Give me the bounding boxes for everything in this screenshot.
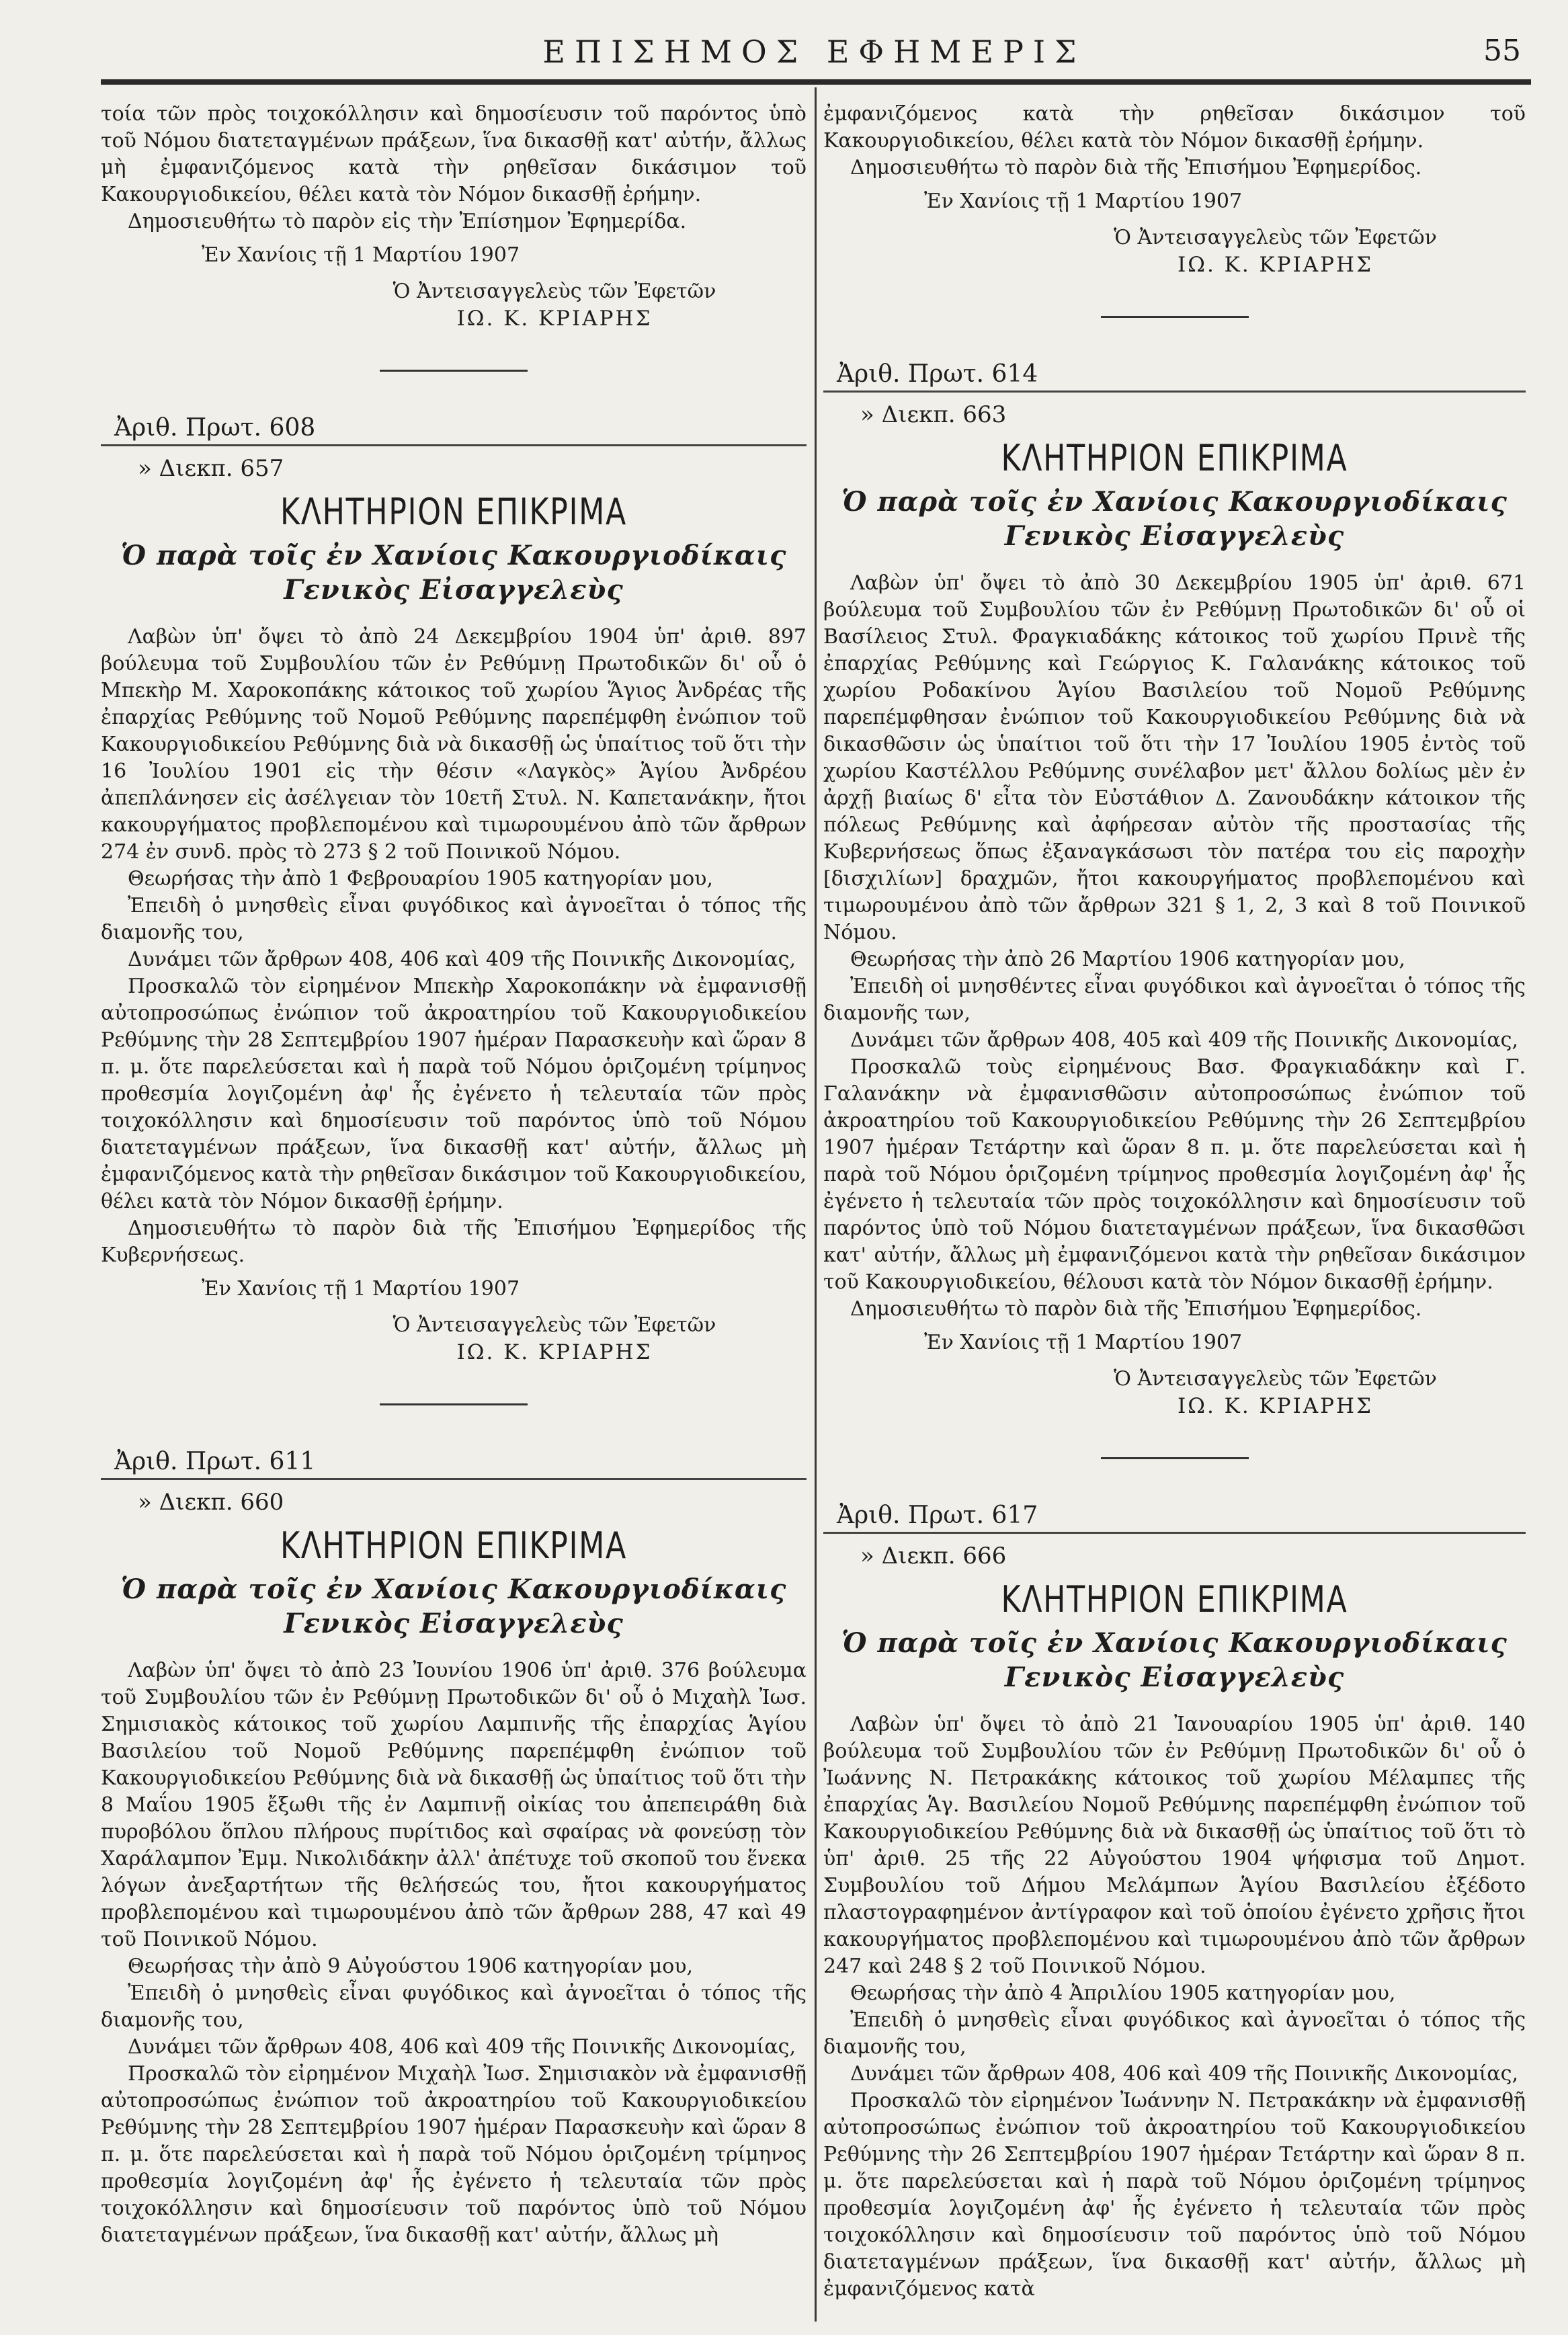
- signature-name: ΙΩ. Κ. ΚΡΙΑΡΗΣ: [1178, 253, 1373, 277]
- body-paragraph: Ἐπειδὴ ὁ μνησθεὶς εἶναι φυγόδικος καὶ ἀγνοεῖται ὁ τόπος τῆς διαμονῆς του,: [823, 2008, 1526, 2059]
- page-number: 55: [1483, 34, 1521, 68]
- dateline: Ἐν Χανίοις τῇ 1 Μαρτίου 1907: [924, 1331, 1243, 1354]
- separator-rule: [1101, 316, 1249, 318]
- body-paragraph: Δυνάμει τῶν ἄρθρων 408, 406 καὶ 409 τῆς Ποινικῆς Δικονομίας,: [128, 948, 796, 971]
- body-paragraph: Δυνάμει τῶν ἄρθρων 408, 405 καὶ 409 τῆς Ποινικῆς Δικονομίας,: [850, 1028, 1518, 1052]
- signature-name: ΙΩ. Κ. ΚΡΙΑΡΗΣ: [1178, 1394, 1373, 1418]
- body-paragraph: ἐμφανιζόμενος κατὰ τὴν ρηθεῖσαν δικάσιμον τοῦ Κακουργιοδικείου, θέλει κατὰ τὸν Νόμον δικασθῇ ἐρήμην.: [823, 102, 1526, 153]
- summons-notice: [823, 1500, 1526, 2303]
- page-header: [101, 34, 1528, 81]
- court-line: Ὁ παρὰ τοῖς ἐν Χανίοις Κακουργιοδίκαις: [120, 540, 787, 571]
- court-line: Ὁ παρὰ τοῖς ἐν Χανίοις Κακουργιοδίκαις: [841, 486, 1508, 518]
- dateline: Ἐν Χανίοις τῇ 1 Μαρτίου 1907: [202, 1277, 520, 1301]
- dateline: Ἐν Χανίοις τῇ 1 Μαρτίου 1907: [924, 190, 1243, 213]
- court-line: Ὁ παρὰ τοῖς ἐν Χανίοις Κακουργιοδίκαις: [120, 1573, 787, 1605]
- body-paragraph: Προσκαλῶ τὸν εἰρημένον Μπεκὴρ Χαροκοπάκην νὰ ἐμφανισθῇ αὐτοπροσώπως ἐνώπιον τοῦ ἀκροατηρίου τοῦ Κακουργιοδικείου Ρεθύμνης τὴν 28 Σεπτεμβρίου 1907 ἡμέραν Παρασκευὴν καὶ ὥραν 8 π. μ. ὅτε παρελεύσεται καὶ ἡ παρὰ τοῦ Νόμου ὁριζομένη τρίμηνος προθεσμία λογιζομένη ἀφ' ἧς ἐγένετο ἡ τελευταία τῶν πρὸς τοιχοκόλλησιν καὶ δημοσίευσιν τοῦ παρόντος ὑπὸ τοῦ Νόμου διατεταγμένων πράξεων, ἵνα δικασθῇ κατ' αὐτήν, ἄλλως μὴ ἐμφανιζόμενος κατὰ τὴν ρηθεῖσαν δικάσιμον τοῦ Κακουργιοδικείου, θέλει κατὰ τὸν Νόμον δικασθῇ ἐρήμην.: [101, 975, 807, 1213]
- separator-rule: [380, 1403, 528, 1405]
- body-paragraph: Προσκαλῶ τὸν εἰρημένον Μιχαὴλ Ἰωσ. Σημισιακὸν νὰ ἐμφανισθῇ αὐτοπροσώπως ἐνώπιον τοῦ ἀκροατηρίου τοῦ Κακουργιοδικείου Ρεθύμνης τὴν 28 Σεπτεμβρίου 1907 ἡμέραν Παρασκευὴν καὶ ὥραν 8 π. μ. ὅτε παρελεύσεται καὶ ἡ παρὰ τοῦ Νόμου ὁριζομένη τρίμηνος προθεσμία λογιζομένη ἀφ' ἧς ἐγένετο ἡ τελευταία τῶν πρὸς τοιχοκόλλησιν καὶ δημοσίευσιν τοῦ παρόντος ὑπὸ τοῦ Νόμου διατεταγμένων πράξεων, ἵνα δικασθῇ κατ' αὐτήν, ἄλλως μὴ: [101, 2062, 807, 2247]
- body-paragraph: Ἐπειδὴ ὁ μνησθεὶς εἶναι φυγόδικος καὶ ἀγνοεῖται ὁ τόπος τῆς διαμονῆς του,: [101, 894, 807, 944]
- prosecutor-line: Γενικὸς Εἰσαγγελεὺς: [284, 1608, 624, 1639]
- body-paragraph: Ἐπειδὴ ὁ μνησθεὶς εἶναι φυγόδικος καὶ ἀγνοεῖται ὁ τόπος τῆς διαμονῆς του,: [101, 1981, 807, 2032]
- body-paragraph: Λαβὼν ὑπ' ὄψει τὸ ἀπὸ 24 Δεκεμβρίου 1904 ὑπ' ἀριθ. 897 βούλευμα τοῦ Συμβουλίου τῶν ἐν Ρεθύμνῃ Πρωτοδικῶν δι' οὗ ὁ Μπεκὴρ Μ. Χαροκοπάκης κάτοικος τοῦ χωρίου Ἅγιος Ἀνδρέας τῆς ἐπαρχίας Ρεθύμνης τοῦ Νομοῦ Ρεθύμνης παρεπέμφθη ἐνώπιον τοῦ Κακουργιοδικείου Ρεθύμνης διὰ νὰ δικασθῇ ὡς ὑπαίτιος τοῦ ὅτι τὴν 16 Ἰουλίου 1901 εἰς τὴν θέσιν «Λαγκὸς» Ἁγίου Ἀνδρέου ἀπεπλάνησεν εἰς ἀσέλγειαν τὸν 10ετῆ Στυλ. Ν. Καπετανάκην, ἤτοι κακουργήματος προβλεπομένου καὶ τιμωρουμένου ἀπὸ τῶν ἄρθρων 274 ἐν συνδ. πρὸς τὸ 273 § 2 τοῦ Ποινικοῦ Νόμου.: [101, 625, 807, 864]
- body-paragraph: τοία τῶν πρὸς τοιχοκόλλησιν καὶ δημοσίευσιν τοῦ παρόντος ὑπὸ τοῦ Νόμου διατεταγμένων πράξεων, ἵνα δικασθῇ κατ' αὐτήν, ἄλλως μὴ ἐμφανιζόμενος κατὰ τὴν ρηθεῖσαν δικάσιμον τοῦ Κακουργιοδικείου, θέλει κατὰ τὸν Νόμον δικασθῇ ἐρήμην.: [101, 102, 807, 206]
- body-paragraph: Δυνάμει τῶν ἄρθρων 408, 406 καὶ 409 τῆς Ποινικῆς Δικονομίας,: [850, 2062, 1518, 2086]
- summons-notice: [101, 412, 807, 1366]
- body-paragraph: Λαβὼν ὑπ' ὄψει τὸ ἀπὸ 30 Δεκεμβρίου 1905 ὑπ' ἀριθ. 671 βούλευμα τοῦ Συμβουλίου τῶν ἐν Ρεθύμνῃ Πρωτοδικῶν δι' οὗ οἱ Βασίλειος Στυλ. Φραγκιαδάκης κάτοικος τοῦ χωρίου Πρινὲ τῆς ἐπαρχίας Ρεθύμνης καὶ Γεώργιος Κ. Γαλανάκης κάτοικος τοῦ χωρίου Ροδακίνου Ἁγίου Βασιλείου τοῦ Νομοῦ Ρεθύμνης παρεπέμφθησαν ἐνώπιον τοῦ Κακουργιοδικείου Ρεθύμνης διὰ νὰ δικασθῶσιν ὡς ὑπαίτιοι τοῦ ὅτι τὴν 17 Ἰουλίου 1905 ἐντὸς τοῦ χωρίου Καστέλλου Ρεθύμνης συνέλαβον μετ' ἄλλου δολίως μὲν ἐν ἀρχῇ βιαίως δ' εἶτα τὸν Εὐστάθιον Δ. Ζανουδάκην κάτοικον τῆς πόλεως Ρεθύμνης καὶ ἀφήρεσαν αὐτὸν τῆς προστασίας τῆς Κυβερνήσεως ὅπως ἐξαναγκάσωσι τὸν πατέρα του εἰς παροχὴν [δισχιλίων] δραχμῶν, ἤτοι κακουργήματος προβλεπομένου καὶ τιμωρουμένου ἀπὸ τῶν ἄρθρων 321 § 1, 2, 3 καὶ 8 τοῦ Ποινικοῦ Νόμου.: [823, 571, 1526, 944]
- signature-title: Ὁ Ἀντεισαγγελεὺς τῶν Ἐφετῶν: [1114, 226, 1437, 249]
- body-paragraph: Θεωρήσας τὴν ἀπὸ 4 Ἀπριλίου 1905 κατηγορίαν μου,: [850, 1981, 1396, 2005]
- right-column: [823, 101, 1526, 2322]
- court-line: Ὁ παρὰ τοῖς ἐν Χανίοις Κακουργιοδίκαις: [841, 1627, 1508, 1659]
- separator-rule: [1101, 1457, 1249, 1459]
- dispatch-number: » Διεκπ. 663: [860, 401, 1007, 428]
- prosecutor-line: Γενικὸς Εἰσαγγελεὺς: [284, 574, 624, 606]
- reference-rule: [101, 1478, 807, 1480]
- dispatch-number: » Διεκπ. 657: [138, 455, 284, 482]
- body-paragraph: Θεωρήσας τὴν ἀπὸ 26 Μαρτίου 1906 κατηγορίαν μου,: [850, 948, 1405, 971]
- notice-headline: ΚΛΗΤΗΡΙΟΝ ΕΠΙΚΡΙΜΑ: [280, 1524, 627, 1567]
- column-divider: [815, 87, 817, 2322]
- reference-rule: [823, 1532, 1526, 1534]
- protocol-number: Ἀριθ. Πρωτ. 617: [837, 1502, 1038, 1529]
- body-paragraph: Ἐπειδὴ οἱ μνησθέντες εἶναι φυγόδικοι καὶ ἀγνοεῖται ὁ τόπος τῆς διαμονῆς των,: [823, 975, 1526, 1025]
- continued-notice: [101, 101, 807, 332]
- body-paragraph: Δημοσιευθήτω τὸ παρὸν διὰ τῆς Ἐπισήμου Ἐφημερίδος.: [850, 1297, 1422, 1321]
- header-rule: [101, 79, 1531, 85]
- dateline: Ἐν Χανίοις τῇ 1 Μαρτίου 1907: [202, 243, 520, 267]
- left-column: [101, 101, 807, 2322]
- summons-notice: [101, 1446, 807, 2249]
- signature-title: Ὁ Ἀντεισαγγελεὺς τῶν Ἐφετῶν: [393, 1313, 716, 1337]
- signature-name: ΙΩ. Κ. ΚΡΙΑΡΗΣ: [456, 306, 653, 331]
- reference-rule: [101, 444, 807, 446]
- body-paragraph: Δημοσιευθήτω τὸ παρὸν διὰ τῆς Ἐπισήμου Ἐφημερίδος τῆς Κυβερνήσεως.: [101, 1217, 807, 1267]
- protocol-number: Ἀριθ. Πρωτ. 614: [837, 360, 1038, 388]
- continued-notice: [823, 101, 1526, 278]
- dispatch-number: » Διεκπ. 660: [138, 1489, 284, 1516]
- notice-headline: ΚΛΗΤΗΡΙΟΝ ΕΠΙΚΡΙΜΑ: [280, 491, 627, 533]
- prosecutor-line: Γενικὸς Εἰσαγγελεὺς: [1004, 520, 1345, 552]
- dispatch-number: » Διεκπ. 666: [860, 1543, 1007, 1569]
- body-paragraph: Δημοσιευθήτω τὸ παρὸν εἰς τὴν Ἐπίσημον Ἐφημερίδα.: [128, 210, 687, 233]
- summons-notice: [823, 358, 1526, 1420]
- body-paragraph: Δημοσιευθήτω τὸ παρὸν διὰ τῆς Ἐπισήμου Ἐφημερίδος.: [850, 156, 1422, 179]
- separator-rule: [380, 370, 528, 372]
- signature-title: Ὁ Ἀντεισαγγελεὺς τῶν Ἐφετῶν: [393, 280, 716, 303]
- body-paragraph: Προσκαλῶ τὸν εἰρημένον Ἰωάννην Ν. Πετρακάκην νὰ ἐμφανισθῇ αὐτοπροσώπως ἐνώπιον τοῦ ἀκροατηρίου τοῦ Κακουργιοδικείου Ρεθύμνης τὴν 26 Σεπτεμβρίου 1907 ἡμέραν Τετάρτην καὶ ὥραν 8 π. μ. ὅτε παρελεύσεται καὶ ἡ παρὰ τοῦ Νόμου ὁριζομένη τρίμηνος προθεσμία λογιζομένη ἀφ' ἧς ἐγένετο ἡ τελευταία τῶν πρὸς τοιχοκόλλησιν καὶ δημοσίευσιν τοῦ παρόντος ὑπὸ τοῦ Νόμου διατεταγμένων πράξεων, ἵνα δικασθῇ κατ' αὐτήν, ἄλλως μὴ ἐμφανιζόμενος κατὰ: [823, 2089, 1526, 2301]
- notice-headline: ΚΛΗΤΗΡΙΟΝ ΕΠΙΚΡΙΜΑ: [1001, 1578, 1348, 1621]
- signature-title: Ὁ Ἀντεισαγγελεὺς τῶν Ἐφετῶν: [1114, 1367, 1437, 1391]
- prosecutor-line: Γενικὸς Εἰσαγγελεὺς: [1004, 1662, 1345, 1693]
- protocol-number: Ἀριθ. Πρωτ. 608: [114, 414, 316, 442]
- body-paragraph: Προσκαλῶ τοὺς εἰρημένους Βασ. Φραγκιαδάκην καὶ Γ. Γαλανάκην νὰ ἐμφανισθῶσιν αὐτοπροσώπως ἐνώπιον τοῦ ἀκροατηρίου τοῦ Κακουργιοδικείου Ρεθύμνης τὴν 26 Σεπτεμβρίου 1907 ἡμέραν Τετάρτην καὶ ὥραν 8 π. μ. ὅτε παρελεύσεται καὶ ἡ παρὰ τοῦ Νόμου ὁριζομένη τρίμηνος προθεσμία λογιζομένη ἀφ' ἧς ἐγένετο ἡ τελευταία τῶν πρὸς τοιχοκόλλησιν καὶ δημοσίευσιν τοῦ παρόντος ὑπὸ τοῦ Νόμου διατεταγμένων πράξεων, ἵνα δικασθῶσι κατ' αὐτήν, ἄλλως μὴ ἐμφανιζόμενοι κατὰ τὴν ρηθεῖσαν δικάσιμον τοῦ Κακουργιοδικείου, θέλουσι κατὰ τὸν Νόμον δικασθῇ ἐρήμην.: [823, 1055, 1526, 1294]
- notice-headline: ΚΛΗΤΗΡΙΟΝ ΕΠΙΚΡΙΜΑ: [1001, 437, 1348, 479]
- body-paragraph: Δυνάμει τῶν ἄρθρων 408, 406 καὶ 409 τῆς Ποινικῆς Δικονομίας,: [128, 2035, 796, 2059]
- gazette-title: ΕΠΙΣΗΜΟΣ ΕΦΗΜΕΡΙΣ: [542, 34, 1086, 70]
- signature-name: ΙΩ. Κ. ΚΡΙΑΡΗΣ: [456, 1340, 653, 1364]
- protocol-number: Ἀριθ. Πρωτ. 611: [114, 1448, 316, 1475]
- body-paragraph: Θεωρήσας τὴν ἀπὸ 1 Φεβρουαρίου 1905 κατηγορίαν μου,: [128, 867, 713, 891]
- body-paragraph: Λαβὼν ὑπ' ὄψει τὸ ἀπὸ 23 Ἰουνίου 1906 ὑπ' ἀριθ. 376 βούλευμα τοῦ Συμβουλίου τῶν ἐν Ρεθύμνῃ Πρωτοδικῶν δι' οὗ ὁ Μιχαὴλ Ἰωσ. Σημισιακὸς κάτοικος τοῦ χωρίου Λαμπινῆς τῆς ἐπαρχίας Ἁγίου Βασιλείου τοῦ Νομοῦ Ρεθύμνης παρεπέμφθη ἐνώπιον τοῦ Κακουργιοδικείου Ρεθύμνης διὰ νὰ δικασθῇ ὡς ὑπαίτιος τοῦ ὅτι τὴν 8 Μαΐου 1905 ἔξωθι τῆς ἐν Λαμπινῇ οἰκίας του ἀπεπειράθη διὰ πυροβόλου ὅπλου πλήρους πυρίτιδος καὶ σφαίρας νὰ φονεύσῃ τὸν Χαράλαμπον Ἐμμ. Νικολιδάκην ἀλλ' ἀπέτυχε τοῦ σκοποῦ του ἕνεκα λόγων ἀνεξαρτήτων τῆς θελήσεώς του, ἤτοι κακουργήματος προβλεπομένου καὶ τιμωρουμένου ἀπὸ τῶν ἄρθρων 288, 47 καὶ 49 τοῦ Ποινικοῦ Νόμου.: [101, 1659, 807, 1951]
- body-paragraph: Θεωρήσας τὴν ἀπὸ 9 Αὐγούστου 1906 κατηγορίαν μου,: [128, 1955, 694, 1978]
- body-paragraph: Λαβὼν ὑπ' ὄψει τὸ ἀπὸ 21 Ἰανουαρίου 1905 ὑπ' ἀριθ. 140 βούλευμα τοῦ Συμβουλίου τῶν ἐν Ρεθύμνῃ Πρωτοδικῶν δι' οὗ ὁ Ἰωάννης Ν. Πετρακάκης κάτοικος τοῦ χωρίου Μέλαμπες τῆς ἐπαρχίας Ἁγ. Βασιλείου Νομοῦ Ρεθύμνης παρεπέμφθη ἐνώπιον τοῦ Κακουργιοδικείου Ρεθύμνης διὰ νὰ δικασθῇ ὡς ὑπαίτιος τοῦ ὅτι τὸ ὑπ' ἀριθ. 25 τῆς 22 Αὐγούστου 1904 ψήφισμα τοῦ Δημοτ. Συμβουλίου τοῦ Δήμου Μελάμπων Ἁγίου Βασιλείου ἐξέδοτο πλαστογραφημένον ἀντίγραφον καὶ τοῦ ὁποίου ἐγένετο χρῆσις ἤτοι κακουργήματος προβλεπομένου καὶ τιμωρουμένου ἀπὸ τῶν ἄρθρων 247 καὶ 248 § 2 τοῦ Ποινικοῦ Νόμου.: [823, 1713, 1526, 1978]
- reference-rule: [823, 391, 1526, 393]
